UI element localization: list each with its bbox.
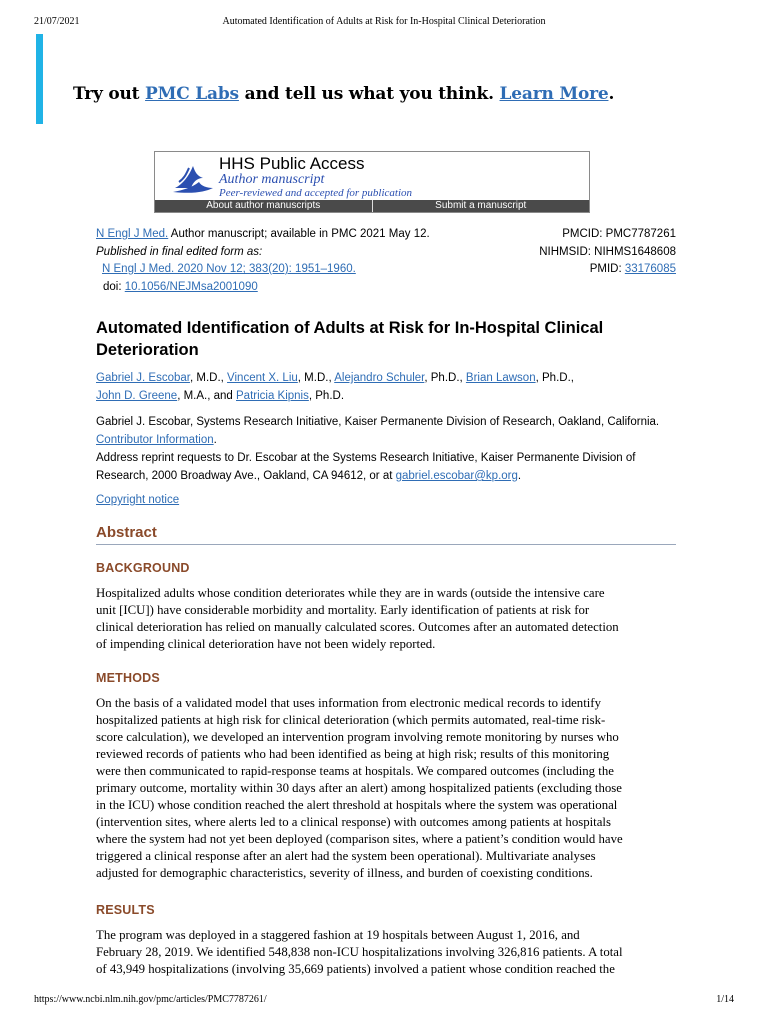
about-author-manuscripts-button[interactable]: About author manuscripts <box>206 200 321 211</box>
copyright-notice-link[interactable]: Copyright notice <box>96 494 180 506</box>
contributor-information-link[interactable]: Contributor Information <box>96 434 214 446</box>
print-footer <box>34 994 734 1008</box>
print-date: 21/07/2021 <box>34 16 80 27</box>
doi-link[interactable]: 10.1056/NEJMsa2001090 <box>124 280 258 293</box>
pmcid: PMCID: PMC7787261 <box>562 228 676 240</box>
pmid-link[interactable]: 33176085 <box>624 263 676 275</box>
methods-heading: METHODS <box>96 671 160 685</box>
reprint-text: Address reprint requests to Dr. Escobar at the Systems Research Initiative, Kaiser Permanente Division of <box>96 452 636 464</box>
hhs-public-access-box <box>154 151 590 213</box>
abstract-heading: Abstract <box>96 524 676 545</box>
nihmsid: NIHMSID: NIHMS1648608 <box>539 245 676 258</box>
background-paragraph: Hospitalized adults whose condition deteriorates while they are in wards (outside the intensive care unit [ICU]) have considerable morbidity and mortality. Early identification of patients at risk for clinical deterioration has relied on manually calculated scores. Outcomes after an automated detection of impending clinical deterioration have not been widely reported. <box>96 586 619 651</box>
hhs-title: HHS Public Access <box>219 154 365 173</box>
print-header <box>34 16 734 30</box>
submit-manuscript-button[interactable]: Submit a manuscript <box>372 200 590 212</box>
author-link[interactable]: Gabriel J. Escobar <box>96 372 190 384</box>
learn-more-link[interactable]: Learn More <box>499 84 609 104</box>
background-heading: BACKGROUND <box>96 561 190 575</box>
author-list: Gabriel J. Escobar, M.D., Vincent X. Liu, M.D., Alejandro Schuler, Ph.D., Brian Lawson, Ph.D., John D. Greene, M.A., and Patricia Kipnis, Ph.D. <box>96 372 574 402</box>
print-url: https://www.ncbi.nlm.nih.gov/pmc/articles/PMC7787261/ <box>34 994 267 1005</box>
affiliation-text: Gabriel J. Escobar, Systems Research Initiative, Kaiser Permanente Division of Research, Oakland, California. <box>96 416 660 428</box>
journal-link[interactable]: N Engl J Med. <box>96 228 169 240</box>
results-paragraph: The program was deployed in a staggered fashion at 19 hospitals between August 1, 2016, and February 28, 2019. We identified 548,838 non-ICU hospitalizations involving 326,816 patients. A total of 43,949 hospitalizations (involving 35,669 patients) involved a patient whose condition reached the <box>96 928 623 976</box>
methods-paragraph: On the basis of a validated model that uses information from electronic medical records to identify hospitalized patients at high risk for clinical deterioration (which permits automated, real-time risk- score calculation), we developed an intervention program involving remote monitoring by nurses who reviewed records of patients who had been identified as being at high risk; results of this monitoring were then communicated to rapid-response teams at hospitals. We compared outcomes (including the primary outcome, mortality within 30 days after an alert) among hospitalized patients (excluding those in the ICU) whose condition reached the alert threshold at hospitals where the system was operational (intervention sites, where alerts led to a clinical response) with outcomes among patients at hospitals where the system had not yet been deployed (comparison sites, where a patient’s condition would have triggered a clinical response after an alert had the system been operational). Multivariate analyses adjusted for demographic characteristics, severity of illness, and burden of coexisting conditions. <box>96 696 623 880</box>
print-title: Automated Identification of Adults at Risk for In-Hospital Clinical Deterioration <box>222 16 546 27</box>
email-link[interactable]: gabriel.escobar@kp.org <box>395 470 518 482</box>
results-heading: RESULTS <box>96 903 155 917</box>
pmc-labs-banner <box>36 34 686 124</box>
hhs-subtitle: Author manuscript <box>219 172 325 187</box>
banner-text: Try out PMC Labs and tell us what you think. Learn More. <box>73 84 615 104</box>
citation-link[interactable]: N Engl J Med. 2020 Nov 12; 383(20): 1951–1960. <box>102 263 356 275</box>
hhs-eagle-logo-icon <box>169 158 217 198</box>
citation-meta: N Engl J Med. Author manuscript; available in PMC 2021 May 12. PMCID: PMC7787261 Published in final edited form as: NIHMSID: NIHMS1648608 N Engl J Med. 2020 Nov 12; 383(20): 1951–1960. PMID: 33176085 doi: 10.1056/NEJMsa2001090 <box>96 228 676 293</box>
hhs-subtitle-2: Peer-reviewed and accepted for publication <box>219 187 413 199</box>
author-link[interactable]: Brian Lawson <box>465 372 536 384</box>
affiliation-block: Gabriel J. Escobar, Systems Research Initiative, Kaiser Permanente Division of Research, Oakland, California. Contributor Information. Address reprint requests to Dr. Escobar at the Systems Research Initiative, Kaiser Permanente Division of Research, 2000 Broadway Ave., Oakland, CA 94612, or at gabriel.escobar@kp.org. <box>96 413 676 485</box>
author-link[interactable]: John D. Greene <box>96 390 178 402</box>
page-number: 1/14 <box>716 994 734 1005</box>
hhs-button-bar <box>155 200 589 212</box>
author-link[interactable]: Patricia Kipnis <box>236 390 309 402</box>
author-link[interactable]: Alejandro Schuler <box>334 372 425 384</box>
article-title: Automated Identification of Adults at Risk for In-Hospital Clinical Deterioration <box>96 319 604 359</box>
published-label: Published in final edited form as: <box>96 245 263 258</box>
author-link[interactable]: Vincent X. Liu <box>227 372 298 384</box>
pmc-labs-link[interactable]: PMC Labs <box>145 84 239 104</box>
